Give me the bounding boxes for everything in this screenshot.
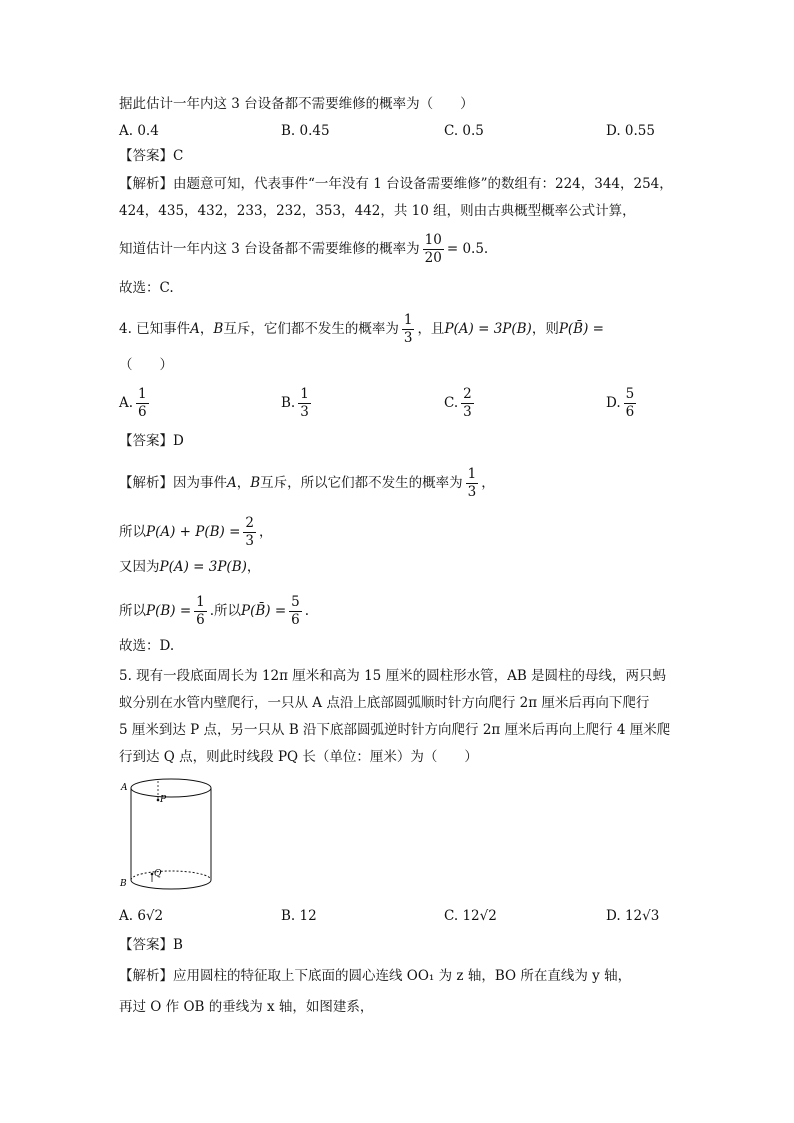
q4-analysis-4-fraction-2 bbox=[289, 594, 302, 629]
q4-var-a: A bbox=[190, 321, 200, 337]
q4-analysis-1a: 【解析】因为事件 bbox=[119, 475, 227, 491]
q4-conclusion: 故选：D. bbox=[119, 638, 175, 654]
q5-option-d-value: 12√3 bbox=[624, 908, 660, 924]
q4-stem-fraction bbox=[402, 312, 415, 347]
q4-analysis-4-mid: .所以 bbox=[209, 603, 242, 619]
q4-option-c-letter: C. bbox=[444, 395, 459, 411]
q4-option-a-num: 1 bbox=[138, 386, 147, 402]
q3-fraction-num: 10 bbox=[424, 232, 442, 248]
q4-analysis-3-tail: ， bbox=[246, 559, 261, 575]
q4-analysis-4a: 所以 bbox=[119, 603, 146, 619]
q5-option-b-value: 12 bbox=[299, 908, 317, 924]
q4-analysis-4-den1: 6 bbox=[196, 612, 205, 628]
q5-line-1: 5. 现有一段底面周长为 12π 厘米和高为 15 厘米的圆柱形水管，AB 是圆柱的母线，两只蚂 bbox=[119, 668, 667, 684]
q4-option-c-num: 2 bbox=[463, 386, 472, 402]
q4-stem: 4. 已知事件A，B互斥，它们都不发生的概率为 $\frac{1}{3}$ ，且P(A) = 3P(B)，则P(B̄) = bbox=[119, 312, 604, 346]
label-a: A bbox=[121, 783, 128, 793]
q4-analysis-2-eq: P(A) + P(B) = bbox=[146, 524, 241, 540]
q4-stem-b: 互斥，它们都不发生的概率为 bbox=[223, 321, 399, 337]
q4-analysis-2-fraction bbox=[243, 515, 256, 550]
q4-option-b-num: 1 bbox=[300, 386, 309, 402]
q4-analysis-1: 【解析】因为事件A，B互斥，所以它们都不发生的概率为 $\frac{1}{3}$ ， bbox=[119, 466, 495, 500]
q5-option-d-letter: D. bbox=[606, 908, 621, 924]
q4-stem-paren: （ ） bbox=[119, 357, 173, 373]
q3-conclusion: 故选：C. bbox=[119, 280, 174, 296]
q3-analysis-2: 424，435，432，233，232，353，442，共 10 组，则由古典概型概率公式计算， bbox=[119, 203, 636, 219]
q4-option-b-letter: B. bbox=[281, 395, 296, 411]
q4-option-a-den: 6 bbox=[138, 404, 147, 420]
q3-option-d: D. 0.55 bbox=[606, 123, 655, 139]
q3-analysis-1: 【解析】由题意可知，代表事件“一年没有 1 台设备需要维修”的数组有：224，344，254， bbox=[119, 176, 673, 192]
q4-option-a bbox=[119, 386, 152, 421]
q4-analysis-1-fraction bbox=[466, 466, 479, 501]
q4-stem-fraction-num: 1 bbox=[403, 312, 413, 328]
q3-fraction bbox=[423, 232, 444, 267]
label-b: B bbox=[120, 879, 127, 889]
q4-option-d-num: 5 bbox=[625, 386, 635, 402]
q4-analysis-1b: 互斥，所以它们都不发生的概率为 bbox=[260, 475, 463, 491]
q3-fraction-den: 20 bbox=[424, 250, 442, 266]
label-p: P bbox=[160, 795, 167, 805]
q4-analysis-var-a: A bbox=[227, 475, 237, 491]
q5-option-c bbox=[444, 906, 497, 926]
q4-stem-eq: P(A) = 3P(B) bbox=[444, 321, 532, 337]
q4-analysis-3a: 又因为 bbox=[119, 559, 160, 575]
q4-analysis-2a: 所以 bbox=[119, 524, 146, 540]
q4-var-b: B bbox=[213, 321, 224, 337]
q4-analysis-1-den: 3 bbox=[467, 484, 477, 500]
cylinder-bottom-back-arc bbox=[131, 871, 211, 880]
q4-analysis-4-tail: . bbox=[304, 603, 310, 619]
cylinder-figure bbox=[119, 778, 219, 900]
q5-line-3: 5 厘米到达 P 点，另一只从 B 沿下底部圆弧逆时针方向爬行 2π 厘米后再向上爬行 4 厘米爬 bbox=[119, 722, 671, 738]
q4-analysis-var-b: B bbox=[250, 475, 261, 491]
q4-analysis-4-num1: 1 bbox=[196, 594, 205, 610]
point-q bbox=[151, 873, 154, 876]
q5-option-c-letter: C. bbox=[444, 908, 459, 924]
q3-analysis-3 bbox=[119, 232, 488, 267]
q4-option-c-fraction bbox=[461, 386, 474, 421]
q5-option-c-value: 12√2 bbox=[462, 908, 497, 924]
q4-stem-e: P(B̄) = bbox=[558, 321, 604, 337]
q4-option-d-fraction bbox=[624, 386, 637, 421]
cylinder-top-ellipse bbox=[131, 779, 211, 797]
q4-analysis-3 bbox=[119, 557, 260, 577]
q5-option-a bbox=[119, 906, 163, 926]
q5-line-2: 蚁分别在水管内壁爬行，一只从 A 点沿上底部圆弧顺时针方向爬行 2π 厘米后再向下爬行 bbox=[119, 695, 650, 711]
q4-analysis-2-tail: ， bbox=[259, 524, 273, 540]
q5-answer: 【答案】B bbox=[119, 937, 183, 953]
q3-option-b: B. 0.45 bbox=[281, 123, 330, 139]
q4-stem-a: 4. 已知事件 bbox=[119, 321, 191, 337]
q3-stem-tail: 据此估计一年内这 3 台设备都不需要维修的概率为（ ） bbox=[119, 96, 474, 112]
q5-analysis-1: 【解析】应用圆柱的特征取上下底面的圆心连线 OO₁ 为 z 轴，BO 所在直线为 y 轴， bbox=[119, 968, 632, 984]
q5-analysis-2: 再过 O 作 OB 的垂线为 x 轴，如图建系， bbox=[119, 999, 374, 1015]
q5-option-b bbox=[281, 906, 317, 926]
q5-option-a-letter: A. bbox=[119, 908, 134, 924]
q4-analysis-4-eq2: P(B̄) = bbox=[241, 603, 287, 619]
q4-analysis-4-eq1: P(B) = bbox=[146, 603, 192, 619]
q4-option-b bbox=[281, 386, 314, 421]
q4-option-d-den: 6 bbox=[625, 404, 635, 420]
q4-option-b-fraction bbox=[298, 386, 311, 421]
q3-answer: 【答案】C bbox=[119, 148, 184, 164]
q4-option-c-den: 3 bbox=[463, 404, 472, 420]
q4-option-d-letter: D. bbox=[606, 395, 621, 411]
q4-analysis-2-num: 2 bbox=[245, 515, 254, 531]
q4-analysis-1-tail: ， bbox=[481, 475, 495, 491]
q4-analysis-4-num2: 5 bbox=[291, 594, 300, 610]
q4-analysis-4-den2: 6 bbox=[291, 612, 300, 628]
q4-analysis-4-fraction-1 bbox=[194, 594, 207, 629]
q3-analysis-3-tail: = 0.5. bbox=[446, 241, 489, 257]
q4-analysis-1-num: 1 bbox=[467, 466, 477, 482]
q5-option-b-letter: B. bbox=[281, 908, 296, 924]
point-p bbox=[157, 799, 160, 802]
q4-analysis-3-eq: P(A) = 3P(B) bbox=[159, 559, 247, 575]
q4-analysis-4 bbox=[119, 594, 309, 629]
q5-option-a-value: 6√2 bbox=[137, 908, 164, 924]
q3-option-c: C. 0.5 bbox=[444, 123, 484, 139]
label-q: Q bbox=[154, 869, 162, 879]
q4-stem-c: ，且 bbox=[417, 321, 445, 337]
cylinder-bottom-front-arc bbox=[131, 880, 211, 889]
q4-stem-fraction-den: 3 bbox=[403, 330, 413, 346]
q4-stem-d: ，则 bbox=[531, 321, 559, 337]
q5-option-d bbox=[606, 906, 659, 926]
q4-option-a-fraction bbox=[136, 386, 149, 421]
q4-analysis-2-den: 3 bbox=[245, 533, 254, 549]
q4-option-d bbox=[606, 386, 639, 421]
q3-analysis-3-text: 知道估计一年内这 3 台设备都不需要维修的概率为 bbox=[119, 241, 420, 257]
q3-option-a: A. 0.4 bbox=[119, 123, 159, 139]
q4-option-a-letter: A. bbox=[119, 395, 134, 411]
q4-option-c bbox=[444, 386, 477, 421]
q4-answer: 【答案】D bbox=[119, 433, 184, 449]
q4-analysis-2 bbox=[119, 515, 273, 550]
q5-line-4: 行到达 Q 点，则此时线段 PQ 长（单位：厘米）为（ ） bbox=[119, 749, 478, 765]
q4-option-b-den: 3 bbox=[300, 404, 309, 420]
